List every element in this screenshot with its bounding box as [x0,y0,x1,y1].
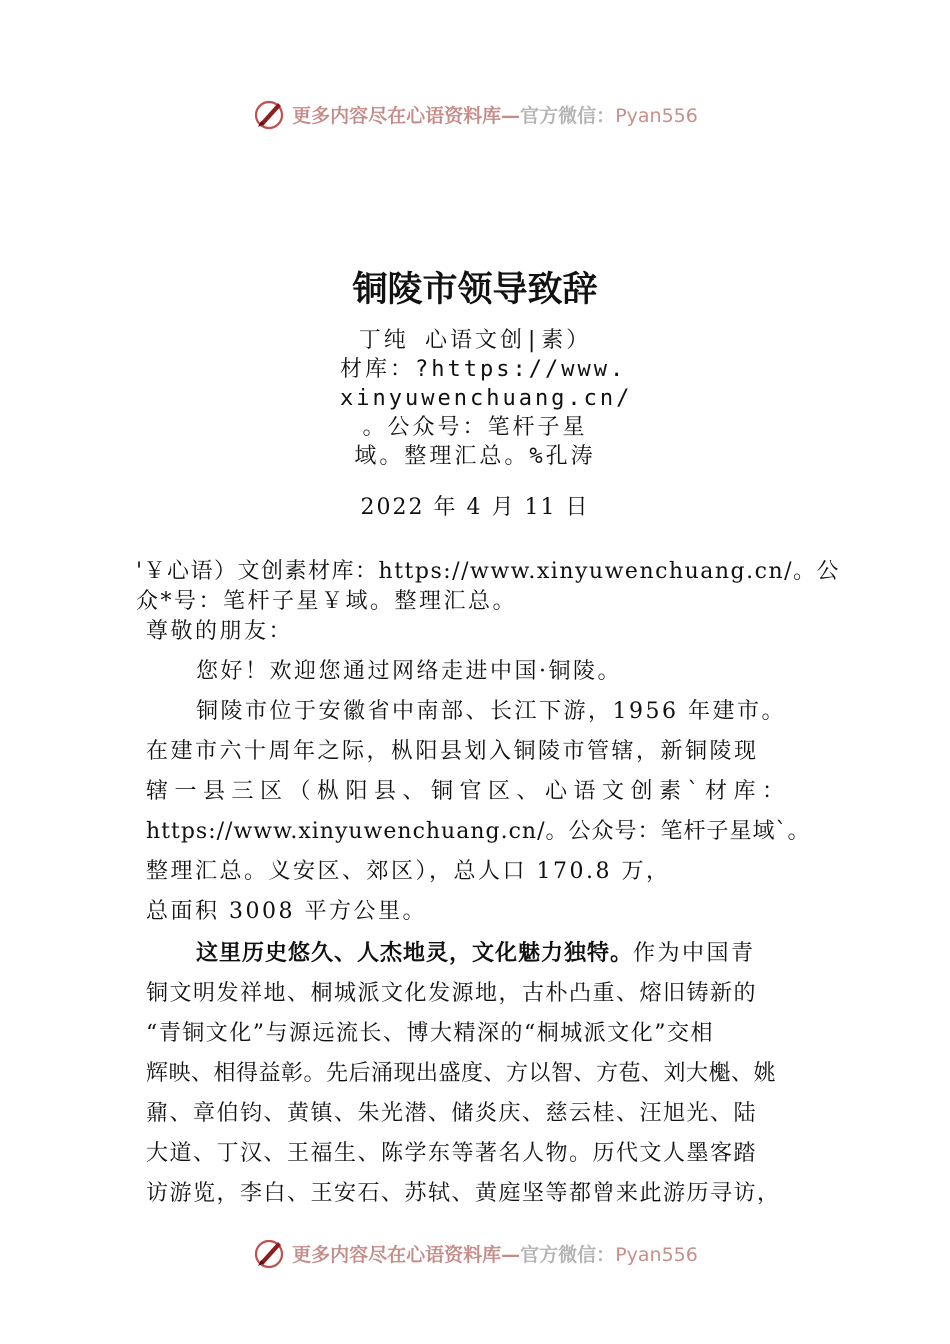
banner-wechat-id: Pyan556 [615,104,698,127]
banner-separator: — [501,1243,521,1266]
pen-logo-icon [252,1236,286,1270]
banner-separator: — [501,104,521,127]
document-date: 2022 年 4 月 11 日 [360,495,590,520]
document-title: 铜陵市领导致辞 [352,270,598,310]
banner-wechat-id: Pyan556 [615,1243,698,1266]
banner-wechat-label: 官方微信： [520,104,616,127]
author-line: 丁纯 心语文创|素） [358,328,592,353]
banner-main-text: 更多内容尽在心语资料库 [292,1243,502,1266]
footer-banner [0,1233,950,1273]
paragraph-1-line: 在建市六十周年之际，枞阳县划入铜陵市管辖，新铜陵现 [146,739,759,764]
banner-main-text: 更多内容尽在心语资料库 [292,104,502,127]
watermark-line: '￥心语）文创素材库：https://www.xinyuwenchuang.cn/。公 [136,559,841,584]
paragraph-2-line: 大道、丁汉、王福生、陈学东等著名人物。历代文人墨客踏 [146,1141,758,1166]
header-banner [0,94,950,134]
paragraph-1-line: 整理汇总。义安区、郊区），总人口 170.8 万， [146,859,671,884]
paragraph-1-line: 辖一县三区（枞阳县、铜官区、心语文创素`材库： [146,779,791,804]
paragraph-2-bold-lead: 这里历史悠久、人杰地灵，文化魅力独特。 [196,941,634,966]
paragraph-1-line: 总面积 3008 平方公里。 [146,899,427,924]
paragraph-1-line: 铜陵市位于安徽省中南部、长江下游，1956 年建市。 [196,699,786,724]
banner-wechat-label: 官方微信： [520,1243,616,1266]
paragraph-2-line: 访游览，李白、王安石、苏轼、黄庭坚等都曾来此游历寻访， [146,1181,781,1206]
paragraph-2-line: 铜文明发祥地、桐城派文化发源地，古朴凸重、熔旧铸新的 [146,981,758,1006]
watermark-line: 众*号：笔杆子星￥域。整理汇总。 [136,589,518,614]
author-line: xinyuwenchuang.cn/ [340,386,633,411]
paragraph-2-line: “青铜文化”与源远流长、博大精深的“桐城派文化”交相 [146,1021,714,1046]
paragraph-2-first-rest: 作为中国青 [633,941,756,966]
greeting: 您好！欢迎您通过网络走进中国·铜陵。 [196,659,622,684]
pen-logo-icon [252,97,286,131]
paragraph-2-first-line [196,936,756,967]
paragraph-2-line: 辉映、相得益彰。先后涌现出盛度、方以智、方苞、刘大櫆、姚 [146,1061,777,1086]
author-block [340,326,633,471]
author-line: 域。整理汇总。%孔涛 [354,444,596,469]
paragraph-2-line: 鼐、章伯钧、黄镇、朱光潜、储炎庆、慈云桂、汪旭光、陆 [146,1101,758,1126]
author-line: 。公众号：笔杆子星 [362,415,588,440]
author-line: 材库：?https://www. [340,357,627,382]
salutation: 尊敬的朋友： [146,619,294,644]
paragraph-1-line: https://www.xinyuwenchuang.cn/。公众号：笔杆子星域`。 [146,819,811,844]
